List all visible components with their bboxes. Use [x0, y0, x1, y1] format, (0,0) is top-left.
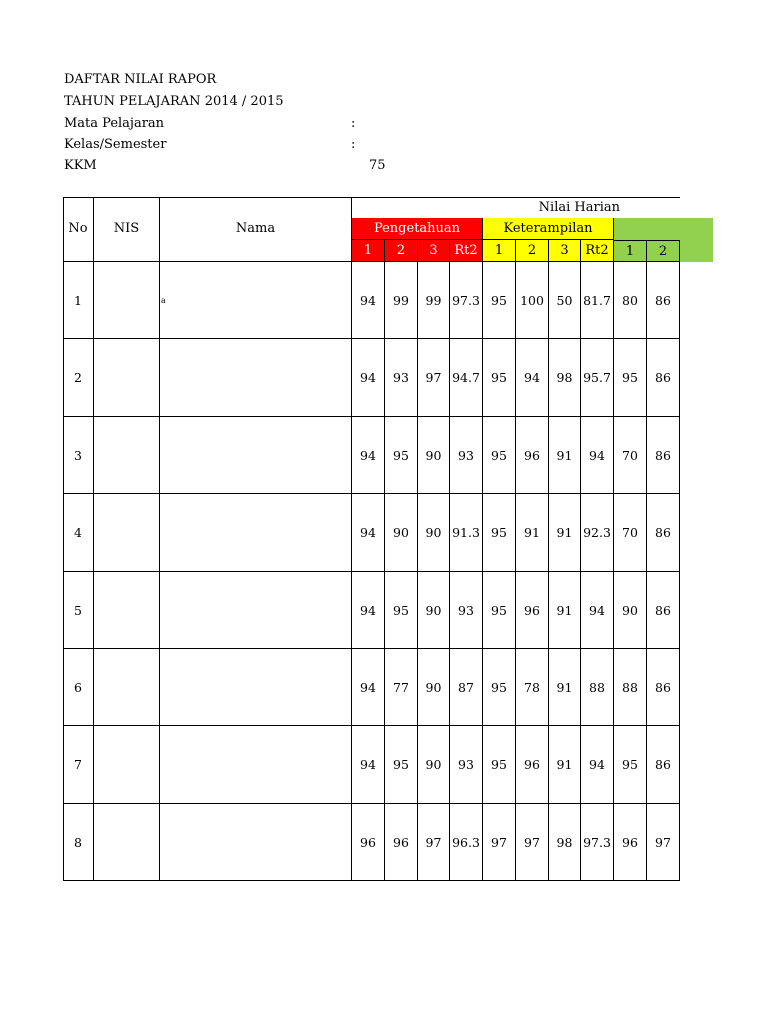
group-header-nilai-harian: Nilai Harian [538, 200, 620, 215]
cell-nama [160, 572, 352, 649]
cell-value: 91 [549, 494, 581, 572]
cell-value: 90 [418, 572, 450, 649]
subheader-pengetahuan-2: 2 [385, 240, 418, 262]
cell-value: 95 [385, 572, 418, 649]
cell-nama: a [160, 262, 352, 339]
cell-value: 98 [549, 804, 581, 881]
cell-value: 90 [418, 649, 450, 726]
cell-value: 90 [614, 572, 647, 649]
cell-value: 93 [450, 572, 483, 649]
cell-no: 7 [63, 726, 94, 804]
subject-line [64, 116, 356, 131]
subject-colon: : [351, 116, 356, 131]
cell-value: 97.3 [581, 804, 614, 881]
subheader-keterampilan-3: 3 [549, 240, 581, 262]
cell-value: 96 [352, 804, 385, 881]
cell-value: 94 [516, 339, 549, 417]
cell-no: 3 [63, 417, 94, 494]
cell-no: 6 [63, 649, 94, 726]
cell-value: 88 [614, 649, 647, 726]
cell-nama [160, 339, 352, 417]
cell-value: 95 [483, 417, 516, 494]
cell-value: 95 [385, 417, 418, 494]
kkm-value: 75 [369, 158, 386, 173]
cell-value: 78 [516, 649, 549, 726]
cell-value: 97 [483, 804, 516, 881]
cell-value: 90 [418, 494, 450, 572]
cell-value: 95 [483, 494, 516, 572]
cell-value: 86 [647, 726, 680, 804]
doc-year: TAHUN PELAJARAN 2014 / 2015 [64, 94, 284, 109]
col-header-nama: Nama [160, 197, 352, 262]
cell-value: 93 [450, 726, 483, 804]
cell-value: 96 [516, 572, 549, 649]
doc-title: DAFTAR NILAI RAPOR [64, 72, 217, 87]
cell-value: 96 [516, 726, 549, 804]
cell-value: 98 [549, 339, 581, 417]
cell-value: 95 [483, 572, 516, 649]
cell-value: 94 [352, 572, 385, 649]
cell-nama [160, 726, 352, 804]
cell-value: 86 [647, 494, 680, 572]
cell-value: 95 [385, 726, 418, 804]
cell-value: 94 [581, 726, 614, 804]
cell-value: 88 [581, 649, 614, 726]
cell-value: 97 [647, 804, 680, 881]
cell-value: 95 [483, 262, 516, 339]
cell-nis [94, 262, 160, 339]
subject-label: Mata Pelajaran [64, 116, 165, 131]
cell-value: 91.3 [450, 494, 483, 572]
kkm-label: KKM [64, 158, 97, 173]
cell-value: 50 [549, 262, 581, 339]
cell-value: 94 [352, 417, 385, 494]
cell-value: 94.7 [450, 339, 483, 417]
cell-value: 94 [581, 417, 614, 494]
cell-nis [94, 417, 160, 494]
cell-value: 87 [450, 649, 483, 726]
cell-value: 93 [450, 417, 483, 494]
cell-no: 4 [63, 494, 94, 572]
cell-value: 86 [647, 339, 680, 417]
cell-nama [160, 417, 352, 494]
cell-value: 80 [614, 262, 647, 339]
cell-value: 97.3 [450, 262, 483, 339]
subheader-keterampilan-1: 1 [483, 240, 516, 262]
cell-value: 99 [418, 262, 450, 339]
cell-value: 94 [581, 572, 614, 649]
group-header-keterampilan: Keterampilan [483, 218, 614, 240]
cell-value: 100 [516, 262, 549, 339]
subheader-pengetahuan-4: Rt2 [450, 240, 483, 262]
cell-value: 97 [418, 804, 450, 881]
cell-value: 86 [647, 262, 680, 339]
kkm-line [64, 158, 386, 173]
cell-value: 99 [385, 262, 418, 339]
class-colon: : [351, 137, 356, 152]
cell-value: 95 [483, 339, 516, 417]
subheader-keterampilan-4: Rt2 [581, 240, 614, 262]
cell-nis [94, 494, 160, 572]
cell-value: 90 [418, 726, 450, 804]
cell-nama [160, 804, 352, 881]
cell-no: 1 [63, 262, 94, 339]
cell-value: 96 [516, 417, 549, 494]
cell-value: 96 [614, 804, 647, 881]
cell-nis [94, 649, 160, 726]
cell-value: 95 [614, 339, 647, 417]
cell-value: 96 [385, 804, 418, 881]
cell-value: 70 [614, 494, 647, 572]
cell-nama [160, 494, 352, 572]
cell-value: 90 [385, 494, 418, 572]
cell-value: 97 [516, 804, 549, 881]
cell-value: 95 [483, 726, 516, 804]
cell-value: 92.3 [581, 494, 614, 572]
subheader-pengetahuan-3: 3 [418, 240, 450, 262]
cell-value: 91 [549, 417, 581, 494]
cell-value: 90 [418, 417, 450, 494]
cell-value: 77 [385, 649, 418, 726]
cell-value: 95 [483, 649, 516, 726]
cell-nis [94, 572, 160, 649]
cell-value: 94 [352, 494, 385, 572]
class-line [64, 137, 356, 152]
cell-value: 96.3 [450, 804, 483, 881]
cell-value: 91 [549, 572, 581, 649]
class-label: Kelas/Semester [64, 137, 167, 152]
cell-value: 94 [352, 726, 385, 804]
cell-nama [160, 649, 352, 726]
cell-value: 86 [647, 417, 680, 494]
cell-value: 95.7 [581, 339, 614, 417]
cell-value: 81.7 [581, 262, 614, 339]
cell-nis [94, 804, 160, 881]
cell-value: 86 [647, 649, 680, 726]
group-header-pengetahuan: Pengetahuan [352, 218, 483, 240]
cell-no: 8 [63, 804, 94, 881]
col-header-nis: NIS [94, 197, 160, 262]
cell-value: 86 [647, 572, 680, 649]
cell-value: 94 [352, 262, 385, 339]
subheader-pengetahuan-1: 1 [352, 240, 385, 262]
cell-value: 91 [549, 726, 581, 804]
cell-value: 97 [418, 339, 450, 417]
cell-value: 94 [352, 649, 385, 726]
subheader-green-2: 2 [647, 240, 680, 262]
cell-value: 95 [614, 726, 647, 804]
subheader-green-1: 1 [614, 240, 647, 262]
cell-value: 93 [385, 339, 418, 417]
cell-value: 70 [614, 417, 647, 494]
col-header-no: No [63, 197, 94, 262]
cell-value: 91 [549, 649, 581, 726]
cell-value: 94 [352, 339, 385, 417]
cell-no: 5 [63, 572, 94, 649]
cell-no: 2 [63, 339, 94, 417]
cell-nis [94, 726, 160, 804]
subheader-keterampilan-2: 2 [516, 240, 549, 262]
cell-nis [94, 339, 160, 417]
cell-value: 91 [516, 494, 549, 572]
